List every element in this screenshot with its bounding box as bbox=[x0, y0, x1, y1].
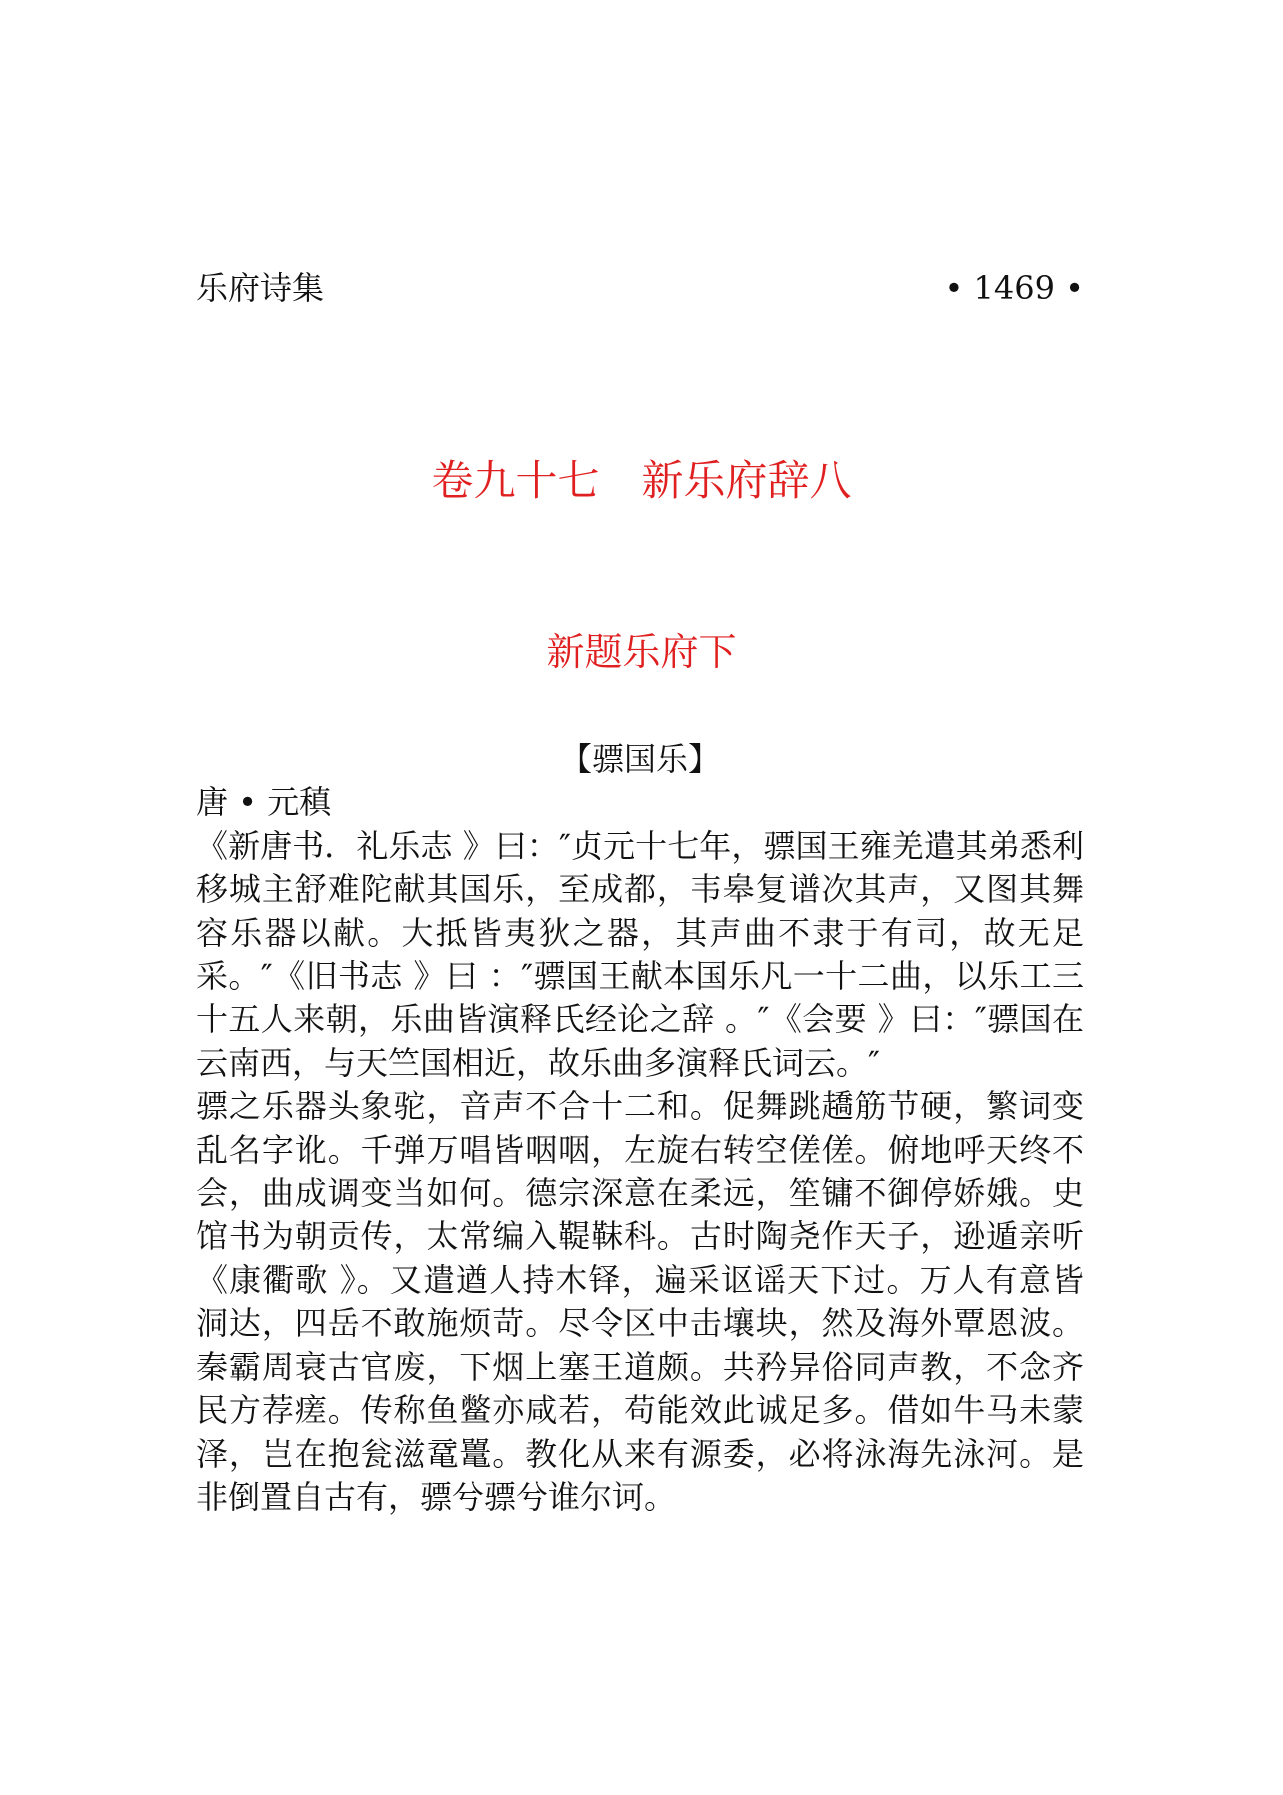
poem-text: 骠之乐器头象驼，音声不合十二和。促舞跳趫筋节硬，繁词变乱名字讹。千弹万唱皆咽咽，左旋右转空傞傞。俯地呼天终不会，曲成调变当如何。德宗深意在柔远，笙镛不御停娇娥。史馆书为朝贡传，太常编入鞮靺科。古时陶尧作天子，逊遁亲听《康衢歌 》。又遣遒人持木铎，遍采讴谣天下过。万人有意皆洞达，四岳不敢施烦苛。尽令区中击壤块，然及海外覃恩波。秦霸周衰古官废，下烟上塞王道颇。共矜异俗同声教，不念齐民方荐瘥。传称鱼鳖亦咸若，苟能效此诚足多。借如牛马未蒙泽，岂在抱瓮滋鼋鼍。教化从来有源委，必将泳海先泳河。是非倒置自古有，骠兮骠兮谁尔诃。 bbox=[196, 1087, 1084, 1516]
chapter-title bbox=[0, 455, 1283, 507]
poem-body bbox=[196, 738, 1084, 1519]
poem-title: 【骠国乐】 bbox=[559, 740, 720, 778]
book-title: 乐府诗集 bbox=[196, 269, 325, 307]
page-number: • 1469 • bbox=[944, 269, 1084, 307]
poem-preface: 《新唐书．礼乐志 》曰：″贞元十七年，骠国王雍羌遣其弟悉利移城主舒难陀献其国乐，至成都，韦皋复谱次其声，又图其舞容乐器以献。大抵皆夷狄之器，其声曲不隶于有司，故无足采。″《旧书志 》曰 ：″骠国王献本国乐凡一十二曲，以乐工三十五人来朝，乐曲皆演释氏经论之辞 。″《会要 》曰：″骠国在云南西，与天竺国相近，故乐曲多演释氏词云。″ bbox=[196, 826, 1084, 1082]
volume-label: 卷九十七 bbox=[431, 456, 600, 505]
running-header bbox=[196, 268, 1084, 308]
section-label: 新乐府辞八 bbox=[641, 456, 852, 505]
section-subtitle: 新题乐府下 bbox=[546, 630, 737, 674]
poem-author: 唐 • 元稹 bbox=[196, 783, 332, 822]
